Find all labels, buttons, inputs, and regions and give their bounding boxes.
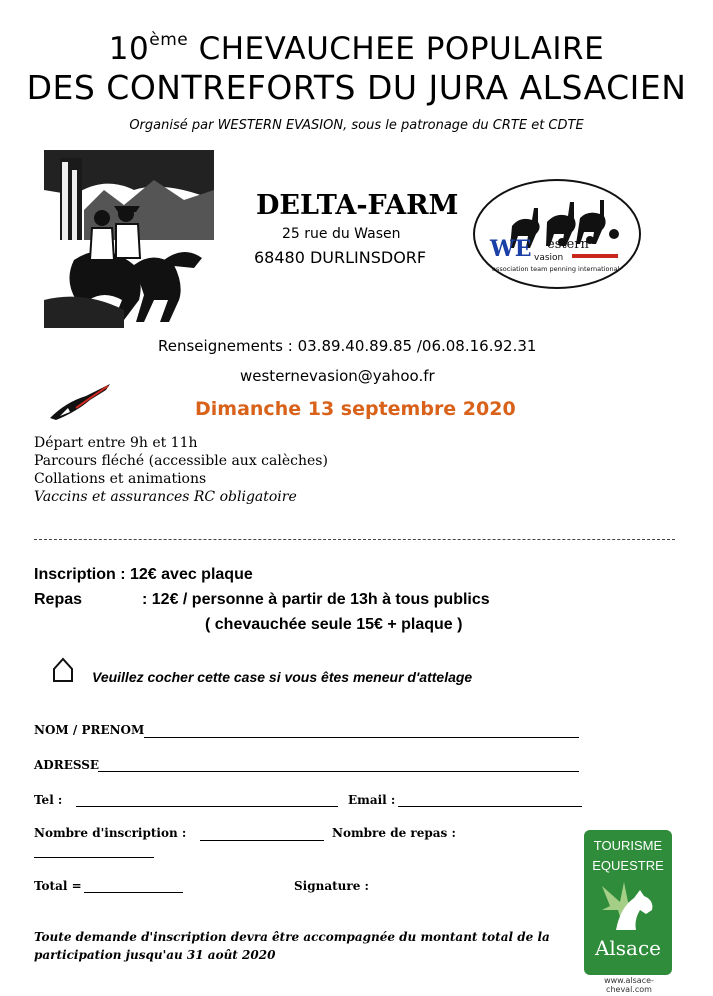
title-line-1 xyxy=(0,30,713,67)
price-repas-label: Repas xyxy=(34,591,83,608)
meneur-checkbox[interactable] xyxy=(52,657,74,683)
total-label: Total = xyxy=(34,879,82,893)
email-field[interactable] xyxy=(398,806,582,807)
tourisme-region: Alsace xyxy=(594,936,662,960)
tourisme-line-2: EQUESTRE xyxy=(592,858,664,873)
signature-label: Signature : xyxy=(294,879,369,893)
tourisme-equestre-logo xyxy=(584,830,672,975)
detail-requirements: Vaccins et assurances RC obligatoire xyxy=(34,489,297,505)
organizer-subtitle: Organisé par WESTERN EVASION, sous le patronage du CRTE et CDTE xyxy=(129,118,584,133)
cut-line-divider xyxy=(34,539,675,540)
venue-street: 25 rue du Wasen xyxy=(282,226,401,242)
title-text-1: CHEVAUCHEE POPULAIRE xyxy=(198,31,605,67)
nb-repas-field[interactable] xyxy=(34,857,154,858)
venue-name: DELTA-FARM xyxy=(256,190,459,221)
price-inscription: Inscription : 12€ avec plaque xyxy=(34,566,253,583)
adresse-label: ADRESSE xyxy=(34,758,100,772)
western-logo-top: estern xyxy=(547,237,589,252)
western-logo-mid: vasion xyxy=(534,253,564,263)
nom-label: NOM / PRENOM xyxy=(34,723,145,737)
title-number: 10 xyxy=(108,31,150,67)
western-logo-bottom: association team penning international xyxy=(492,265,620,273)
detail-route: Parcours fléché (accessible aux calèches) xyxy=(34,453,328,469)
tourisme-url[interactable]: www.alsace-cheval.com xyxy=(604,976,654,994)
event-date: Dimanche 13 septembre 2020 xyxy=(195,398,516,420)
price-chevauchee: ( chevauchée seule 15€ + plaque ) xyxy=(205,616,463,633)
western-evasion-logo xyxy=(472,178,642,290)
venue-city: 68480 DURLINSDORF xyxy=(254,248,427,267)
total-field[interactable] xyxy=(84,892,183,893)
riders-illustration xyxy=(44,150,214,328)
tourisme-line-1: TOURISME xyxy=(593,838,663,853)
nb-inscription-label: Nombre d'inscription : xyxy=(34,826,187,840)
footer-note: Toute demande d'inscription devra être accompagnée du montant total de la participation jusqu'au 31 août 2020 xyxy=(34,930,550,962)
nb-repas-label: Nombre de repas : xyxy=(332,826,456,840)
title-superscript: ème xyxy=(149,30,189,50)
checkbox-label: Veuillez cocher cette case si vous êtes meneur d'attelage xyxy=(92,669,473,685)
tourisme-logo-text xyxy=(584,836,672,876)
email-label: Email : xyxy=(348,793,396,807)
tel-field[interactable] xyxy=(76,806,338,807)
horse-head-icon xyxy=(594,880,662,936)
detail-departure: Départ entre 9h et 11h xyxy=(34,435,198,451)
contact-email[interactable]: westernevasion@yahoo.fr xyxy=(240,367,435,385)
stork-icon xyxy=(46,378,116,424)
adresse-field[interactable] xyxy=(98,771,579,772)
event-details xyxy=(34,434,328,506)
title-line-2: DES CONTREFORTS DU JURA ALSACIEN xyxy=(26,68,687,107)
tel-label: Tel : xyxy=(34,793,63,807)
detail-activities: Collations et animations xyxy=(34,471,207,487)
info-line: Renseignements : 03.89.40.89.85 /06.08.16.92.31 xyxy=(158,337,537,355)
nom-field[interactable] xyxy=(144,737,579,738)
price-repas-value: : 12€ / personne à partir de 13h à tous publics xyxy=(142,591,490,608)
western-logo-letters: WE xyxy=(490,236,532,262)
nb-inscription-field[interactable] xyxy=(200,840,324,841)
